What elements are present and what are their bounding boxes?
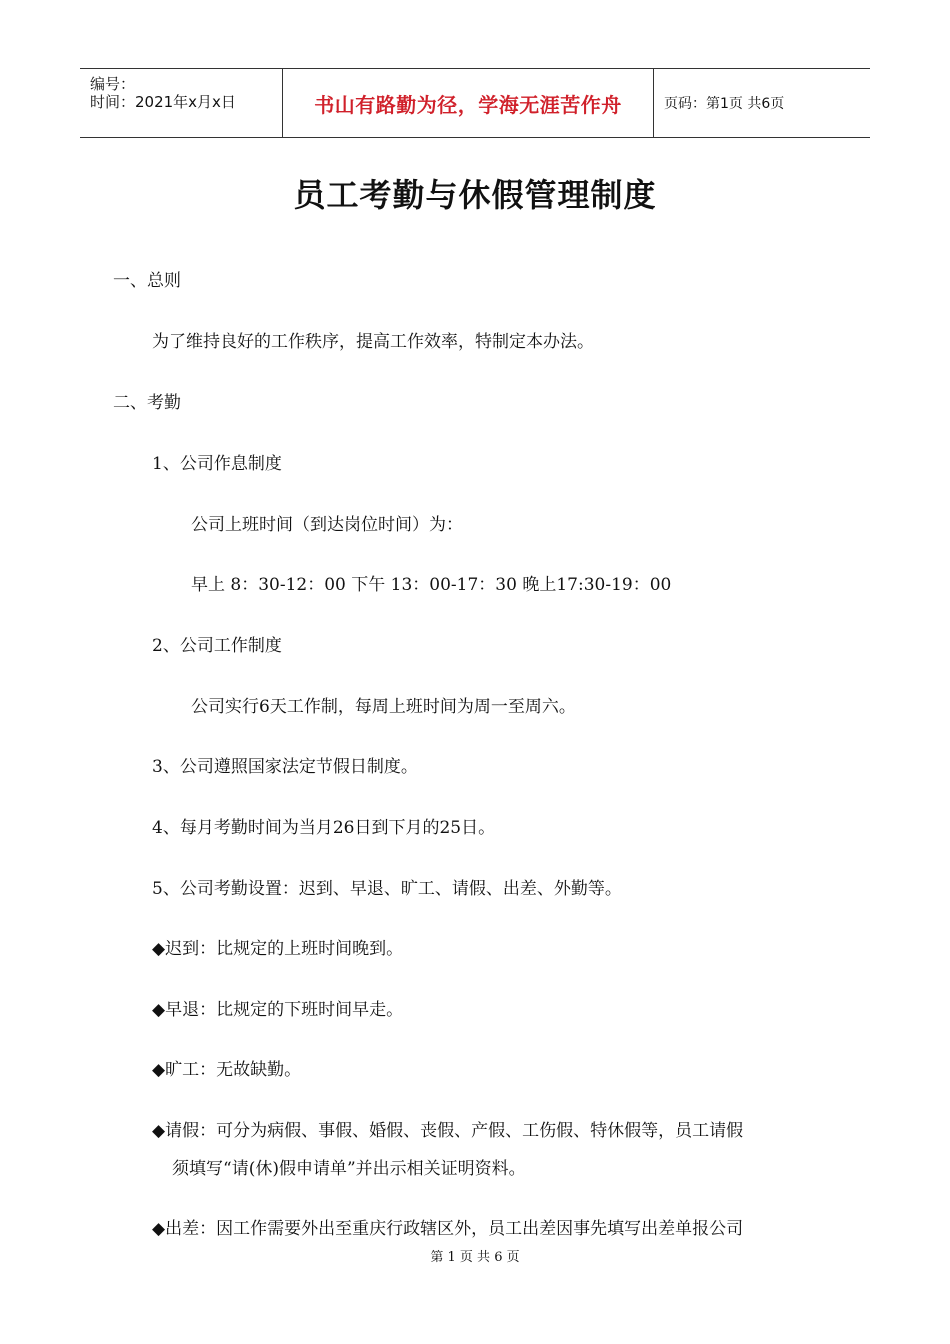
bullet-absent: ◆旷工：无故缺勤。 (152, 1060, 302, 1080)
page-footer: 第 1 页 共 6 页 (430, 1250, 520, 1265)
item-workweek-heading: 2、公司工作制度 (152, 636, 282, 656)
item-attendance-settings: 5、公司考勤设置：迟到、早退、旷工、请假、出差、外勤等。 (152, 879, 622, 899)
item-attendance-period: 4、每月考勤时间为当月26日到下月的25日。 (152, 818, 496, 838)
time-label: 时间：2021年x月x日 (90, 93, 236, 111)
header-meta (80, 69, 282, 137)
section-general-heading: 一、总则 (113, 271, 181, 291)
item-schedule-heading: 1、公司作息制度 (152, 454, 282, 474)
section-attendance-heading: 二、考勤 (113, 393, 181, 413)
bullet-early-leave: ◆早退：比规定的下班时间早走。 (152, 1000, 404, 1020)
item-schedule-text: 公司上班时间（到达岗位时间）为： (191, 515, 463, 535)
item-workweek-text: 公司实行6天工作制，每周上班时间为周一至周六。 (191, 697, 576, 717)
number-label: 编号： (90, 75, 136, 93)
section-general-text: 为了维持良好的工作秩序，提高工作效率，特制定本办法。 (152, 332, 594, 352)
header-motto: 书山有路勤为径，学海无涯苦作舟 (314, 92, 622, 117)
document-title: 员工考勤与休假管理制度 (293, 176, 657, 214)
item-schedule-hours: 早上 8：30-12：00 下午 13：00-17：30 晚上17:30-19：00 (191, 575, 672, 595)
bullet-leave-line2: 须填写“请(休)假申请单”并出示相关证明资料。 (172, 1159, 526, 1179)
bullet-late: ◆迟到：比规定的上班时间晚到。 (152, 939, 404, 959)
bullet-business-trip: ◆出差：因工作需要外出至重庆行政辖区外，员工出差因事先填写出差单报公司 (152, 1219, 744, 1239)
bullet-leave-line1: ◆请假：可分为病假、事假、婚假、丧假、产假、工伤假、特休假等，员工请假 (152, 1121, 744, 1141)
document-header (80, 68, 870, 138)
header-motto-cell (282, 69, 654, 137)
header-page-info: 页码：第1页 共6页 (664, 96, 785, 112)
item-holidays: 3、公司遵照国家法定节假日制度。 (152, 757, 418, 777)
